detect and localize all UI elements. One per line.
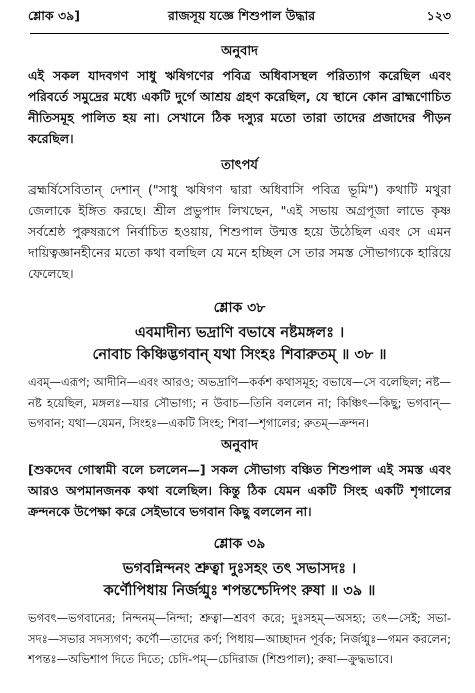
verse-38-heading: শ্লোক ৩৮ [213, 300, 266, 316]
verse-39-heading: শ্লোক ৩৯ [213, 536, 266, 552]
verse-38-line-1: এবমাদীন্য ভদ্রাণি বভাষে নষ্টমঙ্গলঃ । [134, 325, 345, 341]
verse-38-translation: [শুকদেব গোস্বামী বলে চললেন—] সকল সৌভাগ্য বঞ্চিত শিশুপাল এই সমস্ত এবং আরও অপমানজনক কথা বলেছিল। কিন্তু ঠিক যেমন একটি সিংহ একটি শৃগালের ক্রন্দনকে উপেক্ষা করে সেইভাবে ভগবান কিছু বললেন না। [28, 461, 451, 519]
header-rule [30, 33, 449, 34]
verse-38-synonyms: এবম্—এরূপ; আদীনি—এবং আরও; অভদ্রাণি—কর্কশ কথাসমূহ; বভাষে—সে বলেছিল; নষ্ট—নষ্ট হয়েছিল, মঙ্গলঃ—যার সৌভাগ্য; ন উবাচ—তিনি বললেন না; কিঞ্চিৎ—কিছু; ভগবান্—ভগবান; যথা—যেমন, সিংহঃ—একটি সিংহ; শিবা—শৃগালের; রুতম্—ক্রন্দন। [28, 375, 451, 430]
purport-text: ব্রহ্মর্ষিসেবিতান্ দেশান্ ("সাধু ঋষিগণ দ্বারা অধিবাসি পবিত্র ভূমি") কথাটি মথুরা জেলাকে ইঙ্গিত করছে। শ্রীল প্রভুপাদ লিখছেন, "এই সভায় অগ্রপূজা লাভে কৃষ্ণ সর্বশ্রেষ্ঠ পুরুষরূপে নির্বাচিত হওয়ায়, শিশুপাল উন্মত্ত হয়ে উঠেছিল এবং সে এমন দায়িত্বজ্ঞানহীনের মতো কথা বলছিল যে মনে হচ্ছিল সে তার সমস্ত সৌভাগ্যকে হারিয়ে ফেলেছে। [28, 182, 451, 281]
verse-39-line-1: ভগবন্নিন্দনং শ্রুত্বা দুঃসহং তৎ সভাসদঃ । [122, 561, 357, 577]
translation-text: এই সকল যাদবগণ সাধু ঋষিগণের পবিত্র অধিবাসস্থল পরিত্যাগ করেছিল এবং পরিবর্তে সমুদ্রের মধ্যে একটি দুর্গে আশ্রয় গ্রহণ করেছিল, যে স্থানে কোন ব্রাহ্মণোচিত নীতিসমূহ পালিত হয় না। সেখানে ঠিক দস্যুর মতো তারা তাদের প্রজাদের পীড়ন করেছিল। [28, 68, 451, 146]
header-verse-ref: শ্লোক ৩৯] [28, 8, 80, 23]
verse-39-synonyms: ভগবৎ—ভগবানের; নিন্দনম্—নিন্দা; শ্রুত্বা—শ্রবণ করে; দুঃসহম্—অসহ্য; তৎ—সেই; সভা-সদঃ—সভার সদস্যগণ; কর্ণৌ—তাদের কর্ণ; পিধায়—আচ্ছাদন পূর্বক; নির্জগ্মুঃ—গমন করলেন; শপন্তঃ—অভিশাপ দিতে দিতে; চেদি-পম্—চেদিরাজ (শিশুপাল); রুষা—ক্রুদ্ধভাবে। [28, 611, 451, 666]
verse-39-line-2: কর্ণৌপিধায় নির্জগ্মুঃ শপন্তশ্চেদিপং রুষা ॥ ৩৯ ॥ [103, 583, 376, 599]
verse-38-section [28, 296, 451, 522]
translation-heading: অনুবাদ [221, 44, 258, 59]
verse-38-line-2: নোবাচ কিঞ্চিদ্ভগবান্ যথা সিংহঃ শিবারুতম্ ॥ ৩৮ ॥ [92, 347, 387, 363]
verse-39-section [28, 532, 451, 670]
verse-38-translation-heading: অনুবাদ [221, 437, 258, 453]
page-header [28, 8, 451, 28]
purport-heading: তাৎপর্য [221, 158, 258, 173]
purport-section [28, 156, 451, 284]
header-chapter-title: রাজসূয় যজ্ঞে শিশুপাল উদ্ধার [168, 8, 316, 23]
header-page-number: ১২৩ [426, 8, 451, 23]
translation-section [28, 42, 451, 149]
